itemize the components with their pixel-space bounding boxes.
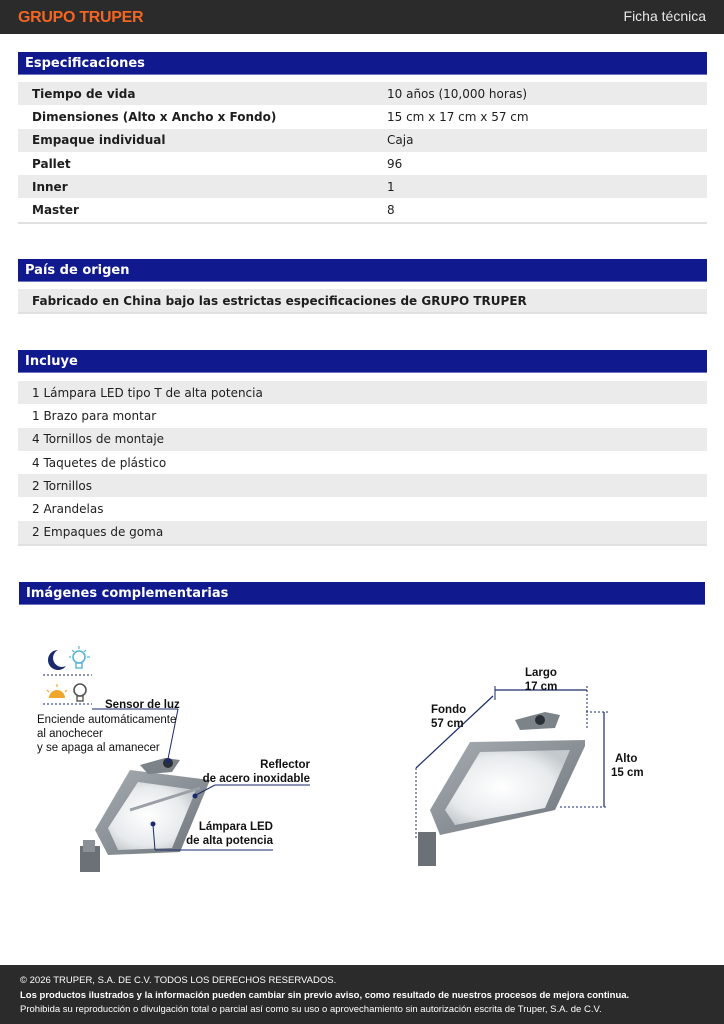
moon-icon (48, 650, 66, 670)
list-item (18, 521, 707, 546)
include-item: 1 Brazo para montar (32, 408, 157, 423)
spec-value: 15 cm x 17 cm x 57 cm (387, 109, 529, 124)
table-row (18, 82, 707, 105)
table-row (18, 105, 707, 128)
origin-header: País de origen (18, 259, 707, 282)
largo-label: Largo (525, 667, 557, 679)
origin-table (18, 289, 707, 314)
largo-value: 17 cm (524, 681, 558, 693)
reflector-label-line1: Reflector (260, 759, 310, 771)
fondo-value: 57 cm (431, 718, 464, 730)
top-bar (0, 0, 724, 34)
table-row (18, 129, 707, 152)
list-item (18, 474, 707, 497)
spec-label: Dimensiones (Alto x Ancho x Fondo) (32, 109, 277, 124)
brand-logo: GRUPO TRUPER (18, 9, 144, 26)
includes-header: Incluye (18, 350, 707, 373)
product-illustrations (0, 620, 724, 920)
include-item: 2 Empaques de goma (32, 525, 164, 540)
list-item (18, 404, 707, 427)
specs-header: Especificaciones (18, 52, 707, 75)
includes-list (18, 381, 707, 546)
table-row (18, 152, 707, 175)
sensor-title: Sensor de luz (105, 699, 180, 711)
doc-type-label: Ficha técnica (623, 8, 706, 24)
sensor-desc-line1: Enciende automáticamente (37, 714, 177, 726)
spec-label: Inner (32, 179, 68, 194)
include-item: 2 Tornillos (32, 478, 93, 493)
sun-icon (47, 684, 67, 698)
list-item (18, 381, 707, 404)
reflector-label-line2: de acero inoxidable (202, 773, 310, 785)
bulb-off-icon (74, 684, 86, 701)
spec-value: 10 años (10,000 horas) (387, 86, 528, 101)
include-item: 2 Arandelas (32, 502, 104, 517)
lamp-illustration-left (80, 758, 210, 872)
complementary-images (0, 620, 724, 920)
include-item: 4 Taquetes de plástico (32, 455, 167, 470)
list-item (18, 451, 707, 474)
list-item (18, 497, 707, 520)
table-row (18, 289, 707, 314)
include-item: 1 Lámpara LED tipo T de alta potencia (32, 385, 263, 400)
origin-text: Fabricado en China bajo las estrictas especificaciones de GRUPO TRUPER (32, 293, 527, 308)
fondo-label: Fondo (431, 704, 467, 716)
footer-copyright: © 2026 TRUPER, S.A. DE C.V. TODOS LOS DERECHOS RESERVADOS. (20, 975, 337, 986)
list-item (18, 428, 707, 451)
table-row (18, 198, 707, 223)
spec-value: 1 (387, 179, 395, 194)
spec-value: 96 (387, 156, 403, 171)
sensor-desc-line3: y se apaga al amanecer (37, 742, 160, 754)
bulb-on-icon (69, 646, 90, 668)
table-row (18, 175, 707, 198)
sensor-desc-line2: al anochecer (37, 728, 103, 740)
footer-legal: Prohibida su reproducción o divulgación total o parcial así como su uso o aprovechamiento sin autorización escrita de Truper, S.A. de C.V. (20, 1004, 602, 1015)
footer (0, 965, 724, 1024)
lamp-illustration-right (418, 712, 585, 866)
lamp-label-line2: de alta potencia (186, 835, 273, 847)
spec-value: Caja (387, 133, 414, 148)
spec-label: Empaque individual (32, 133, 166, 148)
include-item: 4 Tornillos de montaje (32, 432, 165, 447)
lamp-label-line1: Lámpara LED (198, 821, 273, 833)
spec-label: Tiempo de vida (32, 86, 136, 101)
spec-value: 8 (387, 203, 395, 218)
spec-label: Master (32, 203, 79, 218)
specs-table (18, 82, 707, 224)
footer-notice: Los productos ilustrados y la información pueden cambiar sin previo aviso, como resultado de nuestros procesos de mejora continua. (20, 990, 630, 1001)
alto-value: 15 cm (611, 767, 644, 779)
images-header: Imágenes complementarias (19, 582, 705, 605)
alto-label: Alto (615, 753, 638, 765)
spec-label: Pallet (32, 156, 71, 171)
